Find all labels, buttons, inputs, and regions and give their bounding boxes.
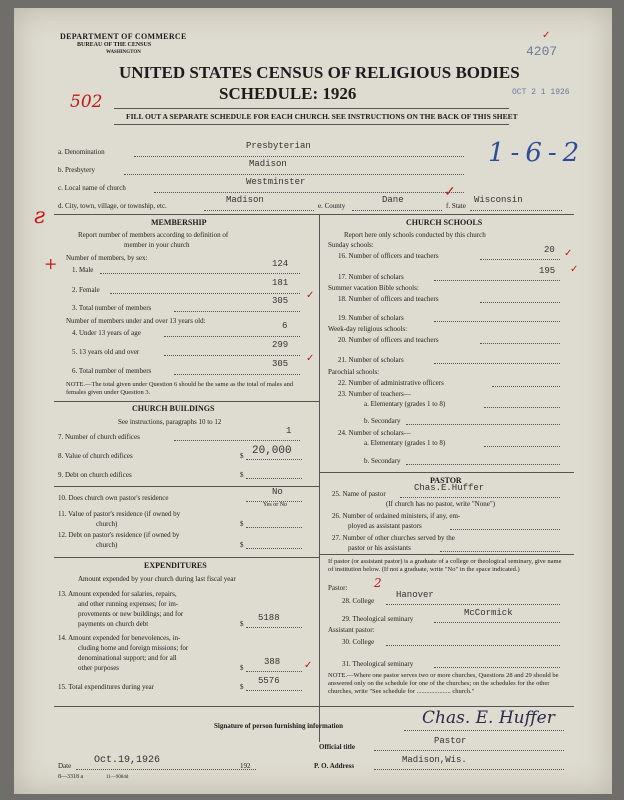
checkmark-icon: ✓: [306, 353, 315, 364]
pastor-subheading: Pastor:: [328, 584, 348, 592]
membership-heading: MEMBERSHIP: [151, 218, 207, 227]
census-schedule-sheet: [14, 8, 612, 794]
presbytery-value: Madison: [249, 159, 287, 169]
q14-line-4: other purposes: [78, 664, 120, 672]
stamp-number: 4207: [526, 44, 558, 59]
expenditures-heading: EXPENDITURES: [144, 561, 207, 570]
church-name-label: c. Local name of church: [58, 184, 126, 192]
q14-line-2: cluding home and foreign missions; for: [78, 644, 189, 652]
handwritten-code: 1-6-2: [488, 138, 586, 168]
handwritten-number: 502: [70, 92, 103, 112]
q25-label: 25. Name of pastor: [332, 490, 386, 498]
q11-dollar: $: [240, 520, 244, 528]
state-label: f. State: [446, 202, 466, 210]
q3-value: 305: [272, 296, 289, 306]
q16-label: 16. Number of officers and teachers: [338, 252, 439, 260]
checkmark-icon: ✓: [306, 290, 315, 301]
q11-label-2: church): [96, 520, 118, 528]
q24a-label: a. Elementary (grades 1 to 8): [364, 439, 446, 447]
checkmark-icon: ✓: [304, 660, 313, 671]
q13-dollar: $: [240, 620, 244, 628]
q9-label: 9. Debt on church edifices: [58, 471, 132, 479]
q12-label-1: 12. Debt on pastor's residence (if owned by: [58, 531, 180, 539]
q17-label: 17. Number of scholars: [338, 273, 404, 281]
q31-label: 31. Theological seminary: [342, 660, 414, 668]
members-by-sex-label: Number of members, by sex:: [66, 254, 148, 262]
q23-label: 23. Number of teachers—: [338, 390, 411, 398]
q27-line-2: pastor or his assistants: [348, 544, 411, 552]
q12-dollar: $: [240, 541, 244, 549]
church-name-value: Westminster: [246, 177, 306, 187]
official-title-label: Official title: [319, 743, 355, 751]
checkmark-icon: ✓: [444, 185, 456, 200]
buildings-sub: See instructions, paragraphs 10 to 12: [118, 418, 222, 426]
q7-value: 1: [286, 426, 292, 436]
page-title: UNITED STATES CENSUS OF RELIGIOUS BODIES: [119, 63, 520, 82]
sunday-schools-label: Sunday schools:: [328, 241, 374, 249]
checkmark-icon: ✓: [542, 30, 551, 41]
q28-value: Hanover: [396, 590, 434, 600]
q30-label: 30. College: [342, 638, 375, 646]
q8-dollar: $: [240, 452, 244, 460]
q19-label: 19. Number of scholars: [338, 314, 404, 322]
date-value: Oct.19,1926: [94, 755, 161, 766]
q13-value: 5188: [258, 613, 280, 623]
po-address-value: Madison,Wis.: [402, 755, 467, 765]
q24b-label: b. Secondary: [364, 457, 401, 465]
yes-no-hint: Yes or No: [263, 502, 288, 508]
q21-label: 21. Number of scholars: [338, 356, 404, 364]
q13-line-4: payments on church debt: [78, 620, 149, 628]
q7-label: 7. Number of church edifices: [58, 433, 140, 441]
q4-label: 4. Under 13 years of age: [72, 329, 141, 337]
graduate-note: If pastor (or assistant pastor) is a graduate of a college or theological seminary, give name of institution below. (If not a graduate, write "No" in the space indicated.): [328, 558, 562, 573]
q2-value: 181: [272, 278, 289, 288]
q18-label: 18. Number of officers and teachers: [338, 295, 439, 303]
q14-line-3: denominational support; and for all: [78, 654, 177, 662]
year-suffix: 192: [240, 762, 251, 770]
form-code-2: 11—9084d: [106, 775, 129, 780]
instruction-line: FILL OUT A SEPARATE SCHEDULE FOR EACH CHURCH. SEE INSTRUCTIONS ON THE BACK OF THIS SHEET: [126, 112, 518, 121]
q10-value: No: [272, 487, 283, 497]
schools-heading: CHURCH SCHOOLS: [406, 218, 483, 227]
q20-label: 20. Number of officers and teachers: [338, 336, 439, 344]
signature-label: Signature of person furnishing information: [214, 722, 343, 730]
county-label: e. County: [318, 202, 346, 210]
q3-label: 3. Total number of members: [72, 304, 152, 312]
membership-note: NOTE.—The total given under Question 6 should be the same as the total of males and females given under Question 3.: [66, 381, 294, 396]
handwritten-mark: 2: [374, 576, 382, 590]
pastor-heading: PASTOR: [430, 476, 462, 485]
parochial-schools-label: Parochial schools:: [328, 368, 380, 376]
q17-value: 195: [539, 266, 556, 276]
city-value: Madison: [226, 195, 264, 205]
q29-label: 29. Theological seminary: [342, 615, 414, 623]
handwritten-mark: ꙅ: [34, 204, 46, 229]
weekday-schools-label: Week-day religious schools:: [328, 325, 408, 333]
q29-value: McCormick: [464, 608, 513, 618]
q14-value: 388: [264, 657, 281, 667]
denomination-value: Presbyterian: [246, 141, 311, 151]
checkmark-icon: ✓: [564, 248, 573, 259]
q5-label: 5. 13 years old and over: [72, 348, 140, 356]
q15-label: 15. Total expenditures during year: [58, 683, 154, 691]
q8-value: 20,000: [252, 445, 292, 457]
q26-line-2: ployed as assistant pastors: [348, 522, 422, 530]
assistant-pastor-subheading: Assistant pastor:: [328, 626, 375, 634]
expenditures-sub: Amount expended by your church during last fiscal year: [78, 575, 236, 583]
q13-line-3: provements or new buildings; and for: [78, 610, 184, 618]
membership-sub2: member in your church: [124, 241, 190, 249]
q12-label-2: church): [96, 541, 118, 549]
buildings-heading: CHURCH BUILDINGS: [132, 404, 215, 413]
q26-line-1: 26. Number of ordained ministers, if any, em-: [332, 512, 461, 520]
po-address-label: P. O. Address: [314, 762, 355, 770]
q13-line-1: 13. Amount expended for salaries, repairs,: [58, 590, 177, 598]
city-label-field: d. City, town, village, or township, etc.: [58, 202, 167, 210]
q8-label: 8. Value of church edifices: [58, 452, 133, 460]
handwritten-plus: +: [44, 254, 58, 273]
q11-label-1: 11. Value of pastor's residence (if owned by: [58, 510, 181, 518]
q2-label: 2. Female: [72, 286, 100, 294]
bureau-label: BUREAU OF THE CENSUS: [77, 42, 152, 48]
pastor-note: NOTE.—Where one pastor serves two or more churches, Questions 28 and 29 should be answered only on the schedule for one of the churches; on the schedules for the other churches, write "See schedule for ..................... church.": [328, 672, 559, 695]
q23a-label: a. Elementary (grades 1 to 8): [364, 400, 446, 408]
q27-line-1: 27. Number of other churches served by the: [332, 534, 455, 542]
q28-label: 28. College: [342, 597, 375, 605]
county-value: Dane: [382, 195, 404, 205]
q22-label: 22. Number of administrative officers: [338, 379, 444, 387]
q6-value: 305: [272, 359, 289, 369]
q25-value: Chas.E.Huffer: [414, 483, 485, 493]
q1-value: 124: [272, 259, 289, 269]
date-label: Date: [58, 762, 72, 770]
q14-dollar: $: [240, 664, 244, 672]
membership-sub1: Report number of members according to definition of: [78, 231, 229, 239]
q10-label: 10. Does church own pastor's residence: [58, 494, 169, 502]
q5-value: 299: [272, 340, 289, 350]
department-label: DEPARTMENT OF COMMERCE: [60, 32, 187, 41]
checkmark-icon: ✓: [570, 264, 579, 275]
form-code-1: 8—3318 a: [58, 774, 84, 780]
q16-value: 20: [544, 245, 555, 255]
official-title-value: Pastor: [434, 736, 467, 746]
summer-schools-label: Summer vacation Bible schools:: [328, 284, 419, 292]
q24-label: 24. Number of scholars—: [338, 429, 411, 437]
q23b-label: b. Secondary: [364, 417, 401, 425]
q1-label: 1. Male: [72, 266, 94, 274]
stamp-date: OCT 2 1 1926: [512, 88, 570, 97]
denomination-label: a. Denomination: [58, 148, 105, 156]
signature-value: Chas. E. Huffer: [422, 708, 555, 728]
q15-dollar: $: [240, 683, 244, 691]
q4-value: 6: [282, 321, 288, 331]
schedule-title: SCHEDULE: 1926: [219, 84, 357, 103]
q25-note: (If church has no pastor, write "None"): [386, 500, 496, 508]
q14-line-1: 14. Amount expended for benevolences, in-: [58, 634, 181, 642]
state-value: Wisconsin: [474, 195, 523, 205]
presbytery-label: b. Presbytery: [58, 166, 95, 174]
q9-dollar: $: [240, 471, 244, 479]
city-label: WASHINGTON: [106, 50, 141, 55]
schools-sub: Report here only schools conducted by this church: [344, 231, 486, 239]
q6-label: 6. Total number of members: [72, 367, 152, 375]
q15-value: 5576: [258, 676, 280, 686]
age-label: Number of members under and over 13 years old:: [66, 317, 206, 325]
q13-line-2: and other running expenses; for im-: [78, 600, 179, 608]
